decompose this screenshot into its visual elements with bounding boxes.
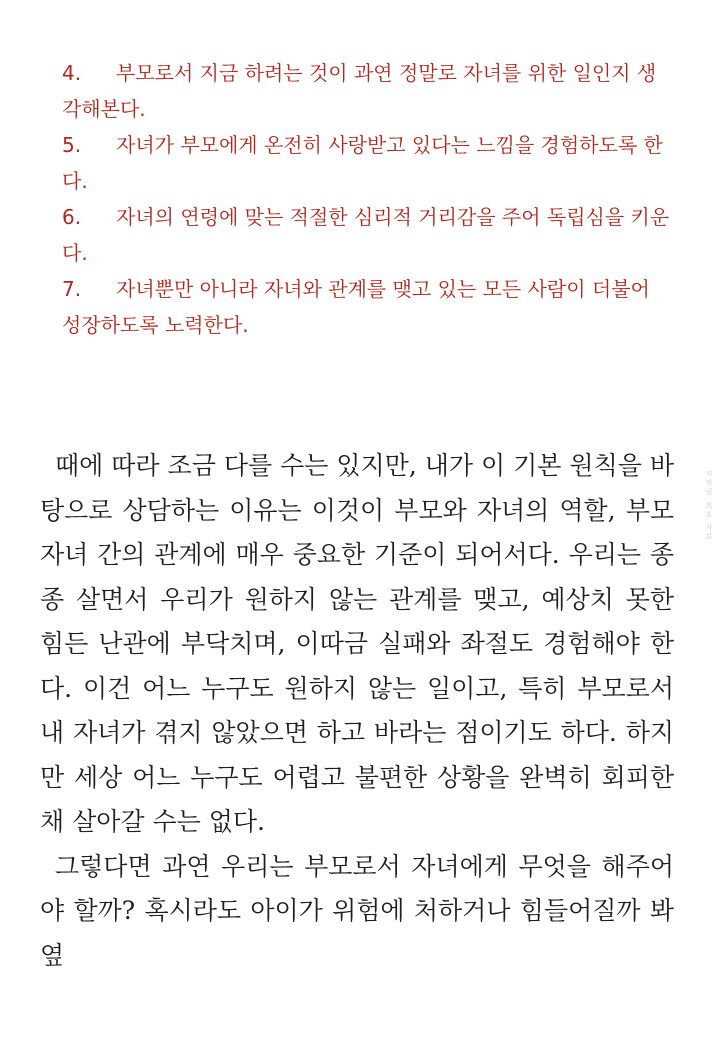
list-text: 자녀가 부모에게 온전히 사랑받고 있다는 느낌을 경험하도록 한다. bbox=[62, 133, 663, 193]
list-item-4 bbox=[62, 55, 672, 127]
side-watermark: 저작권 보호 자료 bbox=[705, 470, 713, 542]
list-number: 6. bbox=[62, 205, 82, 229]
list-item-5 bbox=[62, 127, 672, 199]
list-item-7 bbox=[62, 271, 672, 343]
paragraph-1: 때에 따라 조금 다를 수는 있지만, 내가 이 기본 원칙을 바탕으로 상담하는 이유는 이것이 부모와 자녀의 역할, 부모 자녀 간의 관계에 매우 중요한 기준이 되어서다. 우리는 종종 살면서 우리가 원하지 않는 관계를 맺고, 예상치 못한 힘든 난관에 부닥치며, 이따금 실패와 좌절도 경험해야 한다. 이건 어느 누구도 원하지 않는 일이고, 특히 부모로서 내 자녀가 겪지 않았으면 하고 바라는 점이기도 하다. 하지만 세상 어느 누구도 어렵고 불편한 상황을 완벽히 회피한 채 살아갈 수는 없다. bbox=[40, 451, 674, 836]
list-text: 부모로서 지금 하려는 것이 과연 정말로 자녀를 위한 일인지 생각해본다. bbox=[62, 61, 657, 121]
list-text: 자녀의 연령에 맞는 적절한 심리적 거리감을 주어 독립심을 키운다. bbox=[62, 205, 670, 265]
numbered-principles-list bbox=[62, 55, 672, 343]
list-number: 4. bbox=[62, 61, 82, 85]
list-text: 자녀뿐만 아니라 자녀와 관계를 맺고 있는 모든 사람이 더불어 성장하도록 노력한다. bbox=[62, 277, 650, 337]
list-item-6 bbox=[62, 199, 672, 271]
list-number: 7. bbox=[62, 277, 82, 301]
list-number: 5. bbox=[62, 133, 82, 157]
paragraph-2: 그렇다면 과연 우리는 부모로서 자녀에게 무엇을 해주어야 할까? 혹시라도 아이가 위험에 처하거나 힘들어질까 봐 옆 bbox=[40, 851, 674, 970]
body-text bbox=[40, 444, 674, 978]
